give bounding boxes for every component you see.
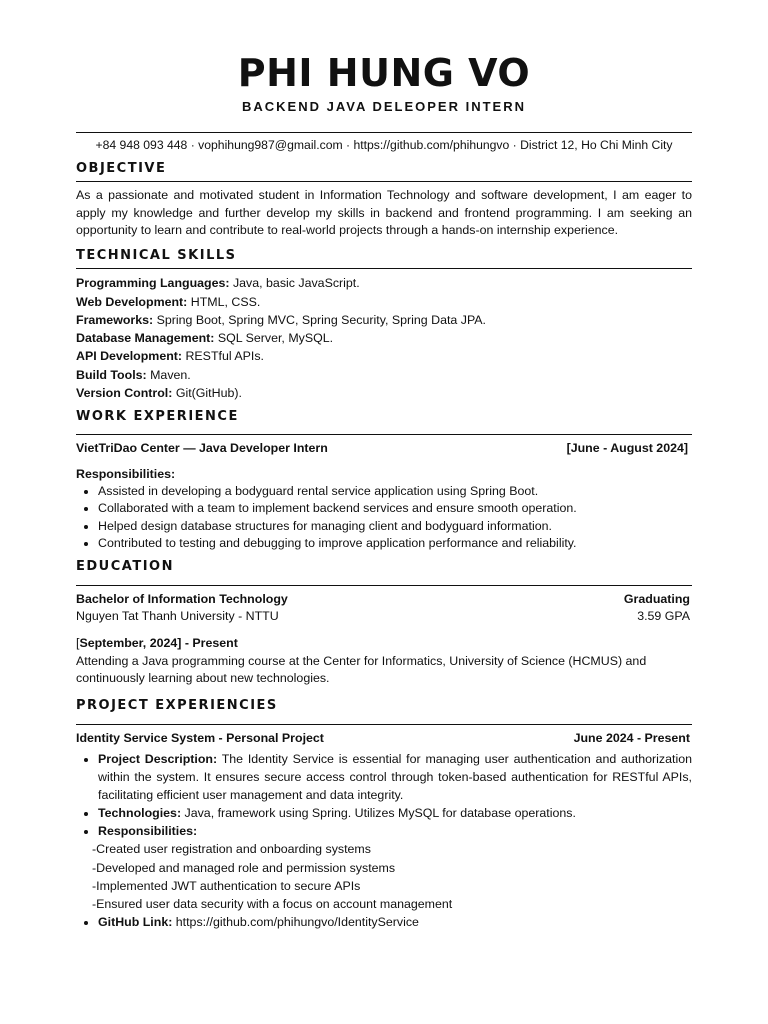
course-date: [September, 2024] - Present bbox=[76, 636, 238, 651]
list-item: • GitHub Link: https://github.com/phihungvo/IdentityService bbox=[98, 913, 692, 931]
resume-page bbox=[76, 52, 692, 931]
education-gpa: 3.59 GPA bbox=[637, 608, 690, 623]
job-title: BACKEND JAVA DELEOPER INTERN bbox=[241, 98, 526, 114]
project-link-list bbox=[76, 913, 692, 931]
project-details-list bbox=[76, 750, 692, 841]
objective-heading: OBJECTIVE bbox=[76, 160, 692, 182]
list-item: -Ensured user data security with a focus on account management bbox=[92, 896, 453, 911]
skill-item: Web Development: HTML, CSS. bbox=[76, 294, 261, 309]
education-status: Graduating bbox=[623, 591, 690, 606]
education-degree: Bachelor of Information Technology bbox=[76, 591, 288, 606]
work-responsibilities-label: Responsibilities: bbox=[76, 466, 176, 481]
education-degree-row bbox=[76, 591, 692, 608]
education-heading: EDUCATION bbox=[76, 558, 692, 585]
project-name: Identity Service System - Personal Project bbox=[76, 730, 324, 745]
skill-item: Programming Languages: Java, basic JavaScript. bbox=[76, 276, 360, 291]
education-school: Nguyen Tat Thanh University - NTTU bbox=[76, 608, 279, 623]
project-date: June 2024 - Present bbox=[573, 730, 690, 745]
candidate-name: PHI HUNG VO bbox=[237, 51, 531, 95]
projects-heading: PROJECT EXPERIENCIES bbox=[76, 697, 692, 724]
skills-heading: TECHNICAL SKILLS bbox=[76, 247, 692, 269]
list-item: • Helped design database structures for managing client and bodyguard information. bbox=[98, 518, 692, 535]
skill-item: API Development: RESTful APIs. bbox=[76, 349, 264, 364]
list-item: • Technologies: Java, framework using Spring. Utilizes MySQL for database operations. bbox=[98, 804, 692, 822]
list-item: • Collaborated with a team to implement backend services and ensure smooth operation. bbox=[98, 500, 692, 517]
work-responsibilities-list bbox=[76, 483, 692, 552]
list-item: • Contributed to testing and debugging to improve application performance and reliability. bbox=[98, 535, 692, 552]
objective-text: As a passionate and motivated student in Information Technology and software development, I am eager to apply my knowledge and further develop my skills in backend and frontend programming. I am seeking an opportunity to learn and contribute to real-world projects through a hands-on internship experience. bbox=[76, 188, 692, 237]
list-item: -Implemented JWT authentication to secure APIs bbox=[92, 878, 361, 893]
work-role: VietTriDao Center — Java Developer Intern bbox=[76, 441, 328, 456]
project-responsibilities bbox=[76, 840, 692, 912]
list-item: -Created user registration and onboarding systems bbox=[92, 842, 371, 857]
skill-item: Build Tools: Maven. bbox=[76, 367, 191, 382]
skills-list bbox=[76, 274, 692, 402]
skill-item: Version Control: Git(GitHub). bbox=[76, 385, 242, 400]
list-item: • Assisted in developing a bodyguard rental service application using Spring Boot. bbox=[98, 483, 692, 500]
skill-item: Database Management: SQL Server, MySQL. bbox=[76, 331, 334, 346]
skill-item: Frameworks: Spring Boot, Spring MVC, Spring Security, Spring Data JPA. bbox=[76, 312, 486, 327]
project-header bbox=[76, 730, 692, 747]
course-text: Attending a Java programming course at the Center for Informatics, University of Science (HCMUS) and continuously learning about new technologies. bbox=[76, 653, 647, 686]
work-entry-header bbox=[76, 440, 692, 457]
github-link[interactable]: https://github.com/phihungvo/IdentityService bbox=[172, 914, 419, 929]
contact-line: +84 948 093 448 · vophihung987@gmail.com · https://github.com/phihungvo · District 12, Ho Chi Minh City bbox=[76, 132, 692, 154]
list-item: • Project Description: The Identity Service is essential for managing user authentication and authorization within the system. It ensures secure access control through token-based authentication for RESTful APIs, facilitating efficient user management and data integrity. bbox=[98, 750, 692, 804]
education-school-row bbox=[76, 608, 692, 625]
work-date: [June - August 2024] bbox=[566, 441, 688, 456]
work-heading: WORK EXPERIENCE bbox=[76, 408, 692, 435]
list-item: -Developed and managed role and permission systems bbox=[92, 860, 396, 875]
list-item: • Responsibilities: bbox=[98, 822, 692, 840]
